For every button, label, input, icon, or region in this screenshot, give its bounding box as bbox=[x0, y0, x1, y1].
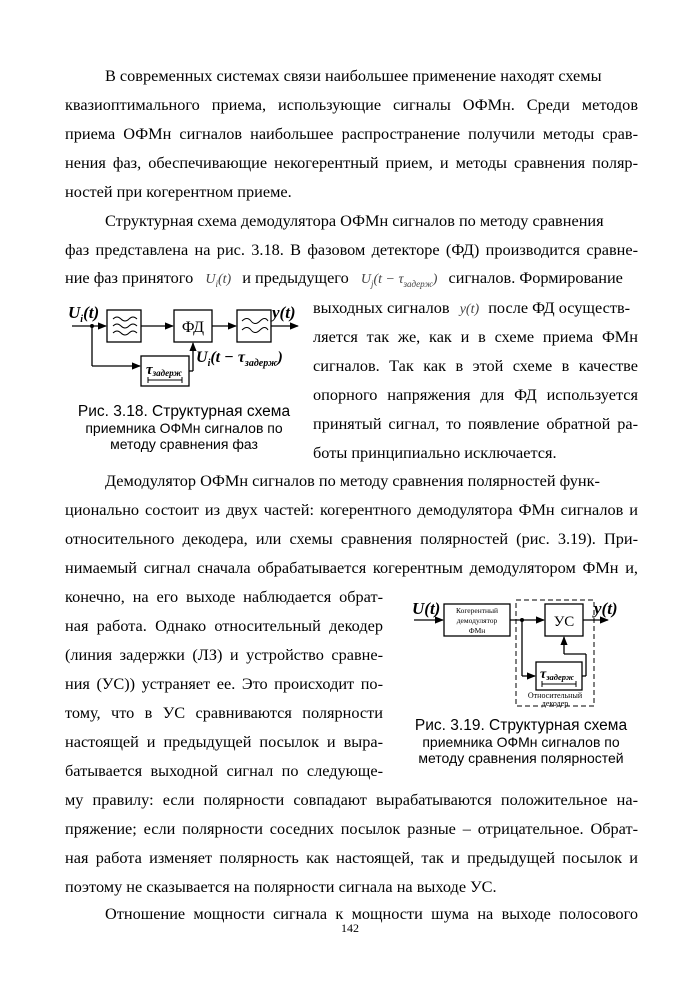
para1-line1: В современных системах связи наибольшее применение находят схемы bbox=[105, 66, 602, 85]
fig318-feedback-label: $U_i(t - \tau_{задерж})$ bbox=[196, 349, 283, 369]
para2-line3 bbox=[65, 268, 623, 288]
para3-line11: батывается выходной сигнал по следующе- bbox=[65, 761, 383, 780]
figure-3-18-caption: Рис. 3.18. Структурная схема приемника ОФМн сигналов по методу сравнения фаз bbox=[77, 403, 291, 452]
para3-line6: ная работа. Однако относительный декодер bbox=[65, 616, 383, 635]
filter-2 bbox=[237, 310, 271, 342]
formula-yt: y(t) bbox=[459, 302, 480, 317]
para1-line3: приема ОФМн сигналов наибольшее распространение получили методы срав- bbox=[65, 124, 638, 143]
para3-line7: (линия задержки (ЛЗ) и устройство сравне- bbox=[65, 645, 383, 664]
para2-line7: опорного напряжения для ФД используется bbox=[313, 385, 638, 404]
demod-label-1: Когерентный bbox=[455, 606, 499, 615]
para2-line8: принятый сигнал, то появление обратной ра- bbox=[313, 414, 638, 433]
para3-line12: му правилу: если полярности совпадают вырабатываются положительное на- bbox=[65, 790, 638, 809]
para1-line4: нения фаз, обеспечивающие некогерентный прием, и методы сравнения поляр- bbox=[65, 153, 638, 172]
fig319-input-label: U(t) bbox=[412, 599, 441, 618]
formula-ui-t: $U_i(t)$ bbox=[205, 272, 232, 289]
para3-line13: пряжение; если полярности соседних посылок разные – отрицательное. Обрат- bbox=[65, 819, 638, 838]
para2-line3-text-c: сигналов. Формирование bbox=[448, 268, 623, 287]
phase-detector-label: ФД bbox=[181, 319, 205, 336]
para3-line5: конечно, на его выходе наблюдается обрат- bbox=[65, 587, 383, 606]
para3-line8: ния (УС)) устраняет ее. Это происходит по- bbox=[65, 674, 383, 693]
para2-line5: ляется так же, как и в схеме приема ФМн bbox=[313, 327, 638, 346]
para4-line1: Отношение мощности сигнала к мощности шума на выходе полосового bbox=[105, 904, 638, 923]
svg-text:τзадерж: τзадерж bbox=[146, 362, 182, 378]
figure-3-18-diagram bbox=[66, 296, 304, 396]
figure-3-19-caption: Рис. 3.19. Структурная схема приемника ОФМн сигналов по методу сравнения полярностей bbox=[414, 717, 628, 766]
demod-label-3: ФМн bbox=[468, 626, 486, 635]
para3-line10: настоящей и предыдущей посылок и выра- bbox=[65, 732, 383, 751]
para2-line6: сигналов. Так как в этой схеме в качестве bbox=[313, 356, 638, 375]
bandpass-filter-1 bbox=[107, 310, 141, 342]
para1-line2: квазиоптимального приема, использующие сигналы ОФМн. Среди методов bbox=[65, 95, 638, 114]
para2-line3-text-b: и предыдущего bbox=[242, 268, 349, 287]
svg-text:τзадерж: τзадерж bbox=[540, 667, 574, 682]
decoder-label-1: Относительный bbox=[527, 691, 583, 700]
para3-line3: относительного декодера, или схемы сравнения полярностей (рис. 3.19). При- bbox=[65, 529, 638, 548]
fig319-output-label: y(t) bbox=[594, 599, 618, 618]
para2-line2: фаз представлена на рис. 3.18. В фазовом детекторе (ФД) производится сравне- bbox=[65, 240, 638, 259]
fig319-delay-block bbox=[536, 662, 582, 690]
para2-line4: выходных сигналов y(t) после ФД осуществ- bbox=[313, 298, 631, 317]
para3-line14: ная работа изменяет полярность как настоящей, так и предыдущей посылок и bbox=[65, 848, 638, 867]
delay-block bbox=[141, 356, 189, 386]
para2-line9: боты принципиально исключается. bbox=[313, 443, 557, 462]
para1-line5: ностей при когерентном приеме. bbox=[65, 182, 292, 201]
formula-uj-delay: $U_j(t - \tau_{задерж})$ bbox=[360, 272, 438, 289]
fig318-output-label: y(t) bbox=[272, 303, 296, 322]
figure-3-19-diagram bbox=[410, 594, 642, 710]
para2-line1: Структурная схема демодулятора ОФМн сигналов по методу сравнения bbox=[105, 211, 604, 230]
page-number: 142 bbox=[341, 921, 359, 935]
para3-line1: Демодулятор ОФМн сигналов по методу сравнения полярностей функ- bbox=[105, 471, 600, 490]
para2-line3-text-a: ние фаз принятого bbox=[65, 268, 194, 287]
decoder-label-2: декодер bbox=[541, 699, 569, 708]
para3-line15: поэтому не сказывается на полярности сигнала на выходе УС. bbox=[65, 877, 497, 896]
para3-line2: ционально состоит из двух частей: когерентного демодулятора ФМн сигналов и bbox=[65, 500, 638, 519]
comparator-label: УС bbox=[553, 614, 575, 630]
demod-label-2: демодулятор bbox=[456, 616, 498, 625]
para3-line4: нимаемый сигнал сначала обрабатывается когерентным демодулятором ФМн и, bbox=[65, 558, 638, 577]
para3-line9: тому, что в УС сравниваются полярности bbox=[65, 703, 383, 722]
fig318-input-label: $U_i(t)$ bbox=[68, 303, 100, 325]
